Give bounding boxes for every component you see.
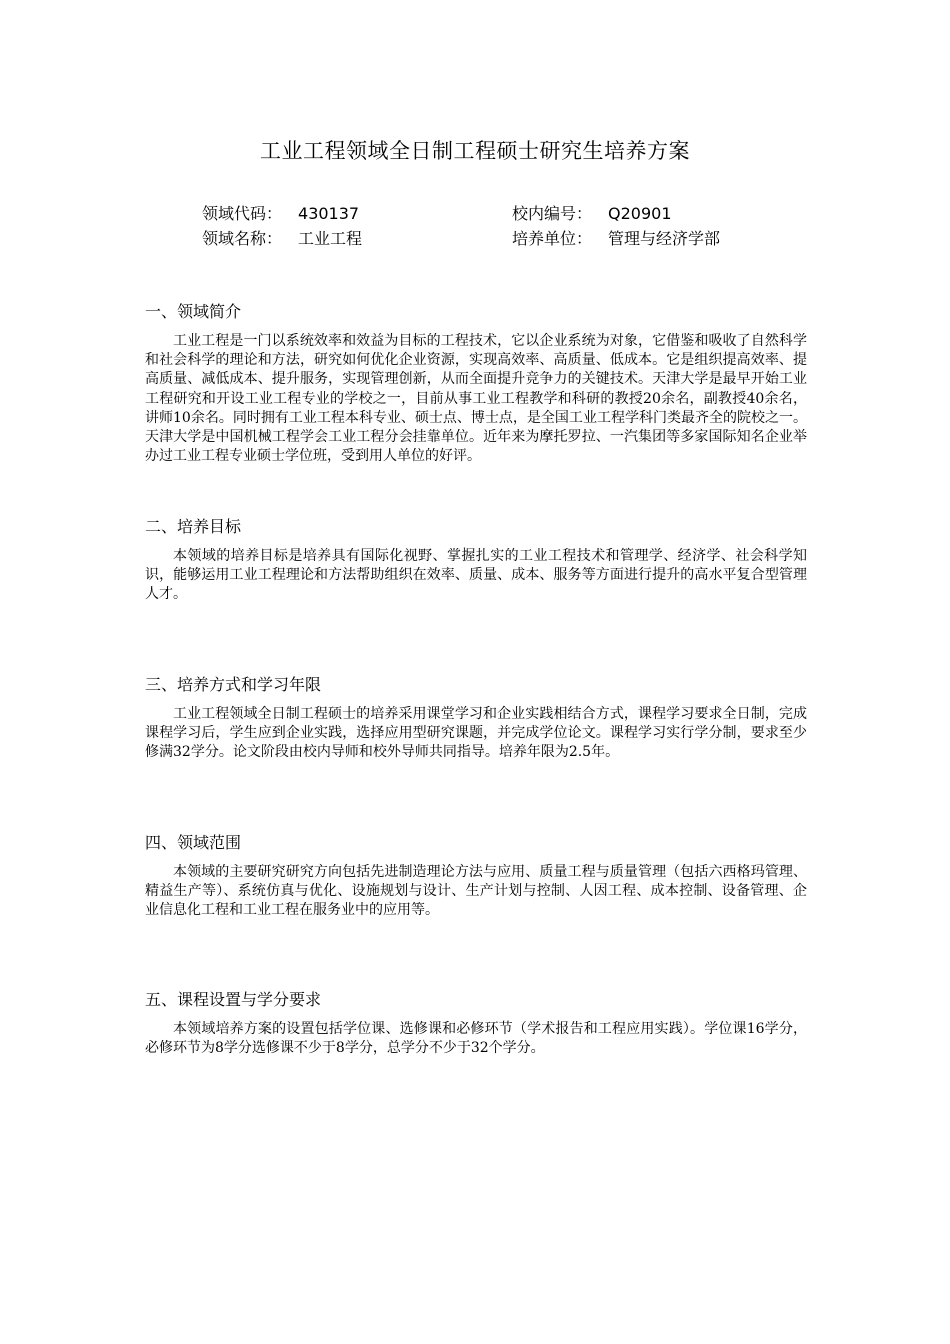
school-code-row bbox=[512, 202, 672, 226]
unit-label: 培养单位： bbox=[512, 229, 593, 248]
unit-value: 管理与经济学部 bbox=[608, 229, 721, 248]
section-heading: 二、培养目标 bbox=[145, 517, 242, 536]
section-training-mode bbox=[145, 673, 807, 763]
field-name-value: 工业工程 bbox=[298, 229, 363, 248]
field-name-row bbox=[202, 227, 362, 251]
section-courses-credits bbox=[145, 988, 807, 1058]
section-body: 工业工程领域全日制工程硕士的培养采用课堂学习和企业实践相结合方式，课程学习要求全日制，完成课程学习后，学生应到企业实践，选择应用型研究课题，并完成学位论文。课程学习实行学分制，要求至少修满32学分。论文阶段由校内导师和校外导师共同指导。培养年限为2.5年。 bbox=[145, 706, 807, 761]
field-code-label: 领域代码： bbox=[202, 204, 283, 223]
section-heading: 三、培养方式和学习年限 bbox=[145, 675, 322, 694]
section-body: 工业工程是一门以系统效率和效益为目标的工程技术，它以企业系统为对象，它借鉴和吸收了自然科学和社会科学的理论和方法，研究如何优化企业资源，实现高效率、高质量、低成本。它是组织提高效率、提高质量、减低成本、提升服务，实现管理创新，从而全面提升竞争力的关键技术。天津大学是最早开始工业工程研究和开设工业工程专业的学校之一，目前从事工业工程教学和科研的教授20余名，副教授40余名，讲师10余名。同时拥有工业工程本科专业、硕士点、博士点，是全国工业工程学科门类最齐全的院校之一。天津大学是中国机械工程学会工业工程分会挂靠单位。近年来为摩托罗拉、一汽集团等多家国际知名企业举办过工业工程专业硕士学位班，受到用人单位的好评。 bbox=[145, 333, 807, 465]
section-body: 本领域培养方案的设置包括学位课、选修课和必修环节（学术报告和工程应用实践）。学位课16学分，必修环节为8学分选修课不少于8学分，总学分不少于32个学分。 bbox=[145, 1021, 807, 1057]
section-field-scope bbox=[145, 831, 807, 921]
section-body: 本领域的培养目标是培养具有国际化视野、掌握扎实的工业工程技术和管理学、经济学、社会科学知识，能够运用工业工程理论和方法帮助组织在效率、质量、成本、服务等方面进行提升的高水平复合型管理人才。 bbox=[145, 548, 807, 603]
section-training-goal bbox=[145, 515, 807, 605]
section-body: 本领域的主要研究研究方向包括先进制造理论方法与应用、质量工程与质量管理（包括六西格玛管理、精益生产等）、系统仿真与优化、设施规划与设计、生产计划与控制、人因工程、成本控制、设备管理、企业信息化工程和工业工程在服务业中的应用等。 bbox=[145, 864, 807, 919]
school-code-label: 校内编号： bbox=[512, 204, 593, 223]
field-code-value: 430137 bbox=[298, 204, 360, 223]
section-heading: 一、领域简介 bbox=[145, 302, 242, 321]
document-title: 工业工程领域全日制工程硕士研究生培养方案 bbox=[260, 139, 690, 163]
field-name-label: 领域名称： bbox=[202, 229, 283, 248]
school-code-value: Q20901 bbox=[608, 204, 672, 223]
field-code-row bbox=[202, 202, 359, 226]
section-field-intro bbox=[145, 300, 807, 466]
section-heading: 四、领域范围 bbox=[145, 833, 242, 852]
unit-row bbox=[512, 227, 720, 251]
section-heading: 五、课程设置与学分要求 bbox=[145, 990, 322, 1009]
